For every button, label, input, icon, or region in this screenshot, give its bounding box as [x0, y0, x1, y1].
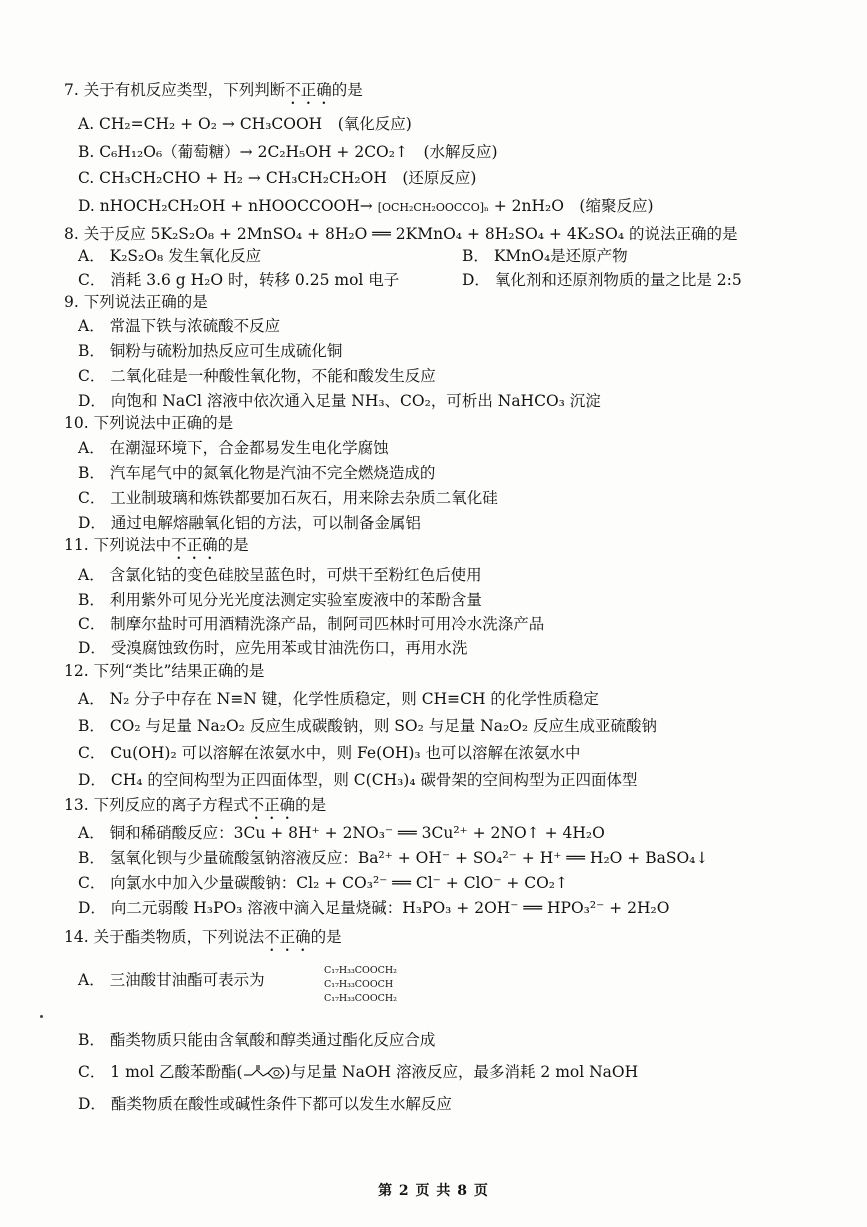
- q7-option-c: C. CH₃CH₂CHO + H₂ → CH₃CH₂CH₂OH (还原反应): [78, 169, 477, 187]
- q14-stem-text: 14. 关于酯类物质，下列说法: [64, 928, 265, 946]
- phenyl-acetate-structure-icon: [243, 1063, 285, 1083]
- triolein-structural-formula: C₁₇H₃₃COOCH₂ C₁₇H₃₃COOCH C₁₇H₃₃COOCH₂: [324, 965, 397, 1004]
- q13-option-d: D． 向二元弱酸 H₃PO₃ 溶液中滴入足量烧碱：H₃PO₃ + 2OH⁻ ══ HPO₃²⁻ + 2H₂O: [78, 899, 670, 917]
- q7-option-d-reactants: D. nHOCH₂CH₂OH + nHOOCCOOH→: [78, 197, 373, 215]
- q7-option-b: B. C₆H₁₂O₆（葡萄糖）→ 2C₂H₅OH + 2CO₂↑ (水解反应): [78, 143, 498, 161]
- q10-option-a: A． 在潮湿环境下，合金都易发生电化学腐蚀: [78, 439, 389, 457]
- q11-stem-tail: 的是: [217, 536, 249, 554]
- q13-option-b: B． 氢氧化钡与少量硫酸氢钠溶液反应：Ba²⁺ + OH⁻ + SO₄²⁻ + H⁺ ══ H₂O + BaSO₄↓: [78, 849, 709, 867]
- q13-option-c: C． 向氯水中加入少量碳酸钠：Cl₂ + CO₃²⁻ ══ Cl⁻ + ClO⁻ + CO₂↑: [78, 874, 569, 892]
- q13-option-a: A． 铜和稀硝酸反应：3Cu + 8H⁺ + 2NO₃⁻ ══ 3Cu²⁺ + 2NO↑ + 4H₂O: [78, 824, 605, 842]
- q10-option-c: C． 工业制玻璃和炼铁都要加石灰石，用来除去杂质二氧化硅: [78, 489, 498, 507]
- q13-stem-tail: 的是: [295, 796, 327, 814]
- q11-option-b: B． 利用紫外可见分光光度法测定实验室废液中的苯酚含量: [78, 591, 482, 609]
- q7-option-d-products: + 2nH₂O (缩聚反应): [493, 197, 654, 215]
- q14-option-c: [78, 1062, 638, 1083]
- q8-option-c: C． 消耗 3.6 g H₂O 时，转移 0.25 mol 电子: [78, 271, 400, 289]
- q13-stem-emphasis: 不正确: [248, 796, 296, 814]
- scan-speck: [40, 1015, 43, 1018]
- q14-option-b: B． 酯类物质只能由含氧酸和醇类通过酯化反应合成: [78, 1031, 436, 1049]
- q13-stem: [64, 795, 326, 823]
- q7-stem-emphasis: 不正确: [285, 81, 332, 99]
- q7-option-a: A. CH₂=CH₂ + O₂ → CH₃COOH (氧化反应): [78, 115, 412, 133]
- q10-option-b: B． 汽车尾气中的氮氧化物是汽油不完全燃烧造成的: [78, 464, 436, 482]
- q9-stem: 9. 下列说法正确的是: [64, 293, 208, 311]
- q11-option-a: A． 含氯化钴的变色硅胶呈蓝色时，可烘干至粉红色后使用: [78, 566, 482, 584]
- q7-option-d: [78, 196, 654, 218]
- q13-stem-text: 13. 下列反应的离子方程式: [64, 796, 249, 814]
- page-number-footer: 第 2 页 共 8 页: [378, 1183, 489, 1199]
- q7-stem-text: 7. 关于有机反应类型，下列判断: [64, 81, 286, 99]
- q14-stem-emphasis: 不正确: [264, 928, 311, 946]
- q12-stem: 12. 下列“类比”结果正确的是: [64, 662, 265, 680]
- q7-stem-tail: 的是: [331, 81, 363, 99]
- q12-option-c: C． Cu(OH)₂ 可以溶解在浓氨水中，则 Fe(OH)₃ 也可以溶解在浓氨水中: [78, 744, 581, 762]
- q9-option-a: A． 常温下铁与浓硫酸不反应: [78, 317, 281, 335]
- q14-option-a: A． 三油酸甘油酯可表示为: [78, 971, 265, 989]
- q9-option-d: D． 向饱和 NaCl 溶液中依次通入足量 NH₃、CO₂，可析出 NaHCO₃ 沉淀: [78, 392, 601, 410]
- q9-option-b: B． 铜粉与硫粉加热反应可生成硫化铜: [78, 342, 343, 360]
- q8-option-d: D． 氧化剂和还原剂物质的量之比是 2:5: [462, 271, 742, 289]
- q14-stem: [64, 927, 342, 955]
- q14-option-c-text: C． 1 mol 乙酸苯酚酯(: [78, 1063, 243, 1081]
- q14-option-c-tail: )与足量 NaOH 溶液反应，最多消耗 2 mol NaOH: [284, 1063, 639, 1081]
- q11-stem-text: 11. 下列说法中: [64, 536, 172, 554]
- q12-option-d: D． CH₄ 的空间构型为正四面体型，则 C(CH₃)₄ 碳骨架的空间构型为正四面体型: [78, 771, 638, 789]
- q8-option-b: B． KMnO₄是还原产物: [462, 247, 628, 265]
- q7-polymer-formula: [OCH₂CH₂OOCCO]ₙ: [377, 201, 489, 214]
- q12-option-b: B． CO₂ 与足量 Na₂O₂ 反应生成碳酸钠，则 SO₂ 与足量 Na₂O₂ 反应生成亚硫酸钠: [78, 717, 658, 735]
- q11-stem: [64, 535, 249, 563]
- q14-stem-tail: 的是: [310, 928, 342, 946]
- q11-option-d: D． 受溴腐蚀致伤时，应先用苯或甘油洗伤口，再用水洗: [78, 639, 468, 657]
- q10-stem: 10. 下列说法中正确的是: [64, 414, 234, 432]
- q8-option-a: A． K₂S₂O₈ 发生氧化反应: [78, 247, 262, 265]
- q11-option-c: C． 制摩尔盐时可用酒精洗涤产品，制阿司匹林时可用冷水洗涤产品: [78, 615, 545, 633]
- q11-stem-emphasis: 不正确: [171, 536, 218, 554]
- q7-stem: [64, 80, 363, 108]
- q8-stem: 8. 关于反应 5K₂S₂O₈ + 2MnSO₄ + 8H₂O ══ 2KMnO₄ + 8H₂SO₄ + 4K₂SO₄ 的说法正确的是: [64, 225, 738, 243]
- q12-option-a: A． N₂ 分子中存在 N≡N 键，化学性质稳定，则 CH≡CH 的化学性质稳定: [78, 690, 599, 708]
- q9-option-c: C． 二氧化硅是一种酸性氧化物，不能和酸发生反应: [78, 367, 436, 385]
- q14-option-d: D． 酯类物质在酸性或碱性条件下都可以发生水解反应: [78, 1095, 452, 1113]
- q10-option-d: D． 通过电解熔融氧化铝的方法，可以制备金属铝: [78, 514, 421, 532]
